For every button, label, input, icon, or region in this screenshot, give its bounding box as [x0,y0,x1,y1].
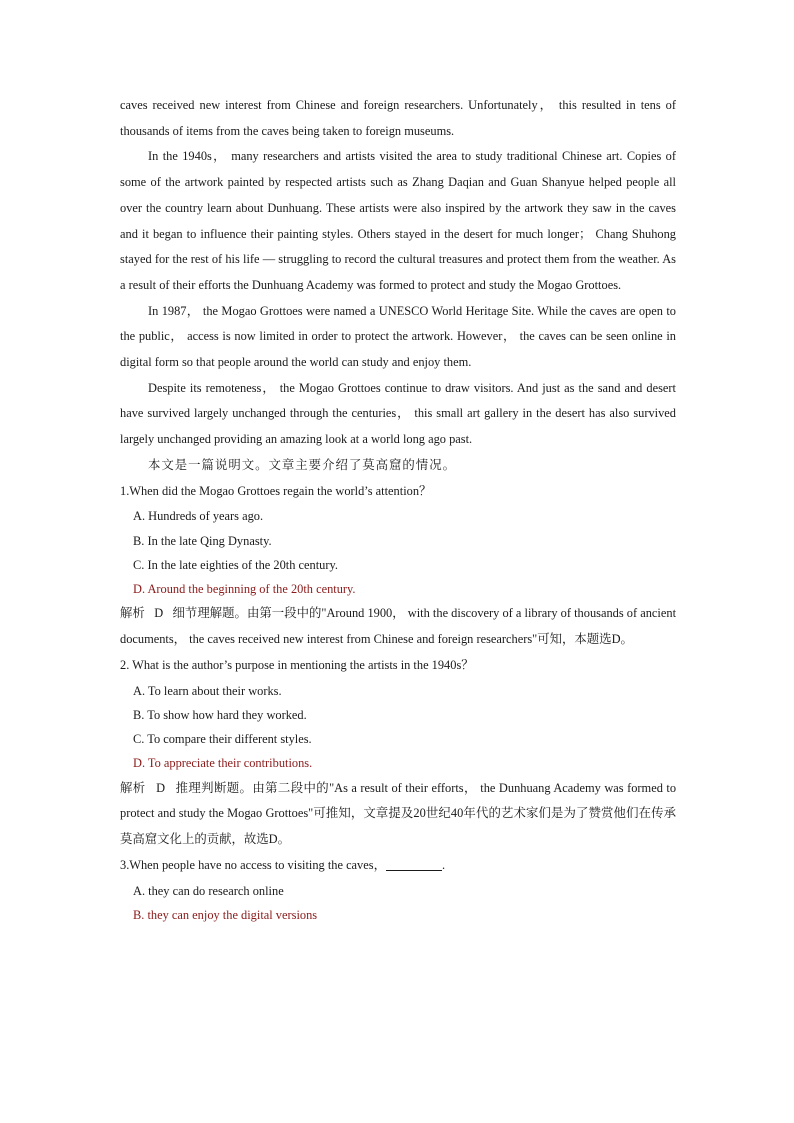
passage-paragraph-3: In 1987， the Mogao Grottoes were named a UNESCO World Heritage Site. While the caves are open to the public， access is now limited in order to protect the artwork. However， the caves can be seen online in digital form so that people around the world can study and enjoy them. [120,303,676,370]
question-1-option-a: A. Hundreds of years ago. [133,509,264,524]
explanation-text: 细节理解题。由第一段中的"Around 1900， with the discovery of a library of thousands of ancient documents， the caves received new interest from Chinese and foreign researchers"可知，本题选D。 [120,606,677,647]
question-2-option-a: A. To learn about their works. [133,683,282,698]
question-1-option-b: B. In the late Qing Dynasty. [133,533,272,548]
explanation-answer: D [154,606,164,621]
question-3-option-b: B. they can enjoy the digital versions [133,907,318,922]
question-1-stem: 1.When did the Mogao Grottoes regain the world’s attention？ [120,483,432,498]
question-2-option-c: C. To compare their different styles. [133,732,312,747]
question-3-stem-text: 3.When people have no access to visiting the caves， [120,857,386,872]
question-3-stem-end: . [441,857,446,872]
passage-summary: 本文是一篇说明文。文章主要介绍了莫高窟的情况。 [148,457,456,472]
passage-paragraph-4: Despite its remoteness， the Mogao Grottoes continue to draw visitors. And just as the sand and desert have survived largely unchanged through the centuries， this small art gallery in the desert has also survived largely unchanged providing an amazing look at a world long ago past. [120,380,676,447]
explanation-tag: 解析 [120,606,145,621]
question-2-option-b: B. To show how hard they worked. [133,707,307,722]
passage-paragraph-2: In the 1940s， many researchers and artists visited the area to study traditional Chinese art. Copies of some of the artwork painted by respected artists such as Zhang Daqian and Guan Shanyue helped people all over the country learn about Dunhuang. These artists were also inspired by the artwork they saw in the caves and it began to influence their painting styles. Others stayed in the desert for much longer； Chang Shuhong stayed for the rest of his life — struggling to record the cultural treasures and protect them from the weather. As a result of their efforts the Dunhuang Academy was formed to protect and study the Mogao Grottoes. [120,149,676,292]
question-1-option-c: C. In the late eighties of the 20th century. [133,557,338,572]
answer-blank [386,856,442,871]
question-3-stem [120,853,676,879]
question-2-stem: 2. What is the author’s purpose in mentioning the artists in the 1940s？ [120,657,474,672]
passage-paragraph-1-continued: caves received new interest from Chinese and foreign researchers. Unfortunately， this resulted in tens of thousands of items from the caves being taken to foreign museums. [120,98,676,138]
question-2-option-d: D. To appreciate their contributions. [133,756,313,771]
explanation-text: 推理判断题。由第二段中的"As a result of their efforts， the Dunhuang Academy was formed to protect and study the Mogao Grottoes"可推知，文章提及20世纪40年代的艺术家们是为了赞赏他们在传承莫高窟文化上的贡献，故选D。 [120,780,677,847]
document-content [120,93,676,927]
question-1-explanation [120,601,676,652]
question-3-option-a: A. they can do research online [133,883,284,898]
question-2-explanation [120,776,676,853]
explanation-answer: D [156,780,166,795]
explanation-tag: 解析 [120,780,146,795]
question-1-option-d: D. Around the beginning of the 20th century. [133,582,356,597]
